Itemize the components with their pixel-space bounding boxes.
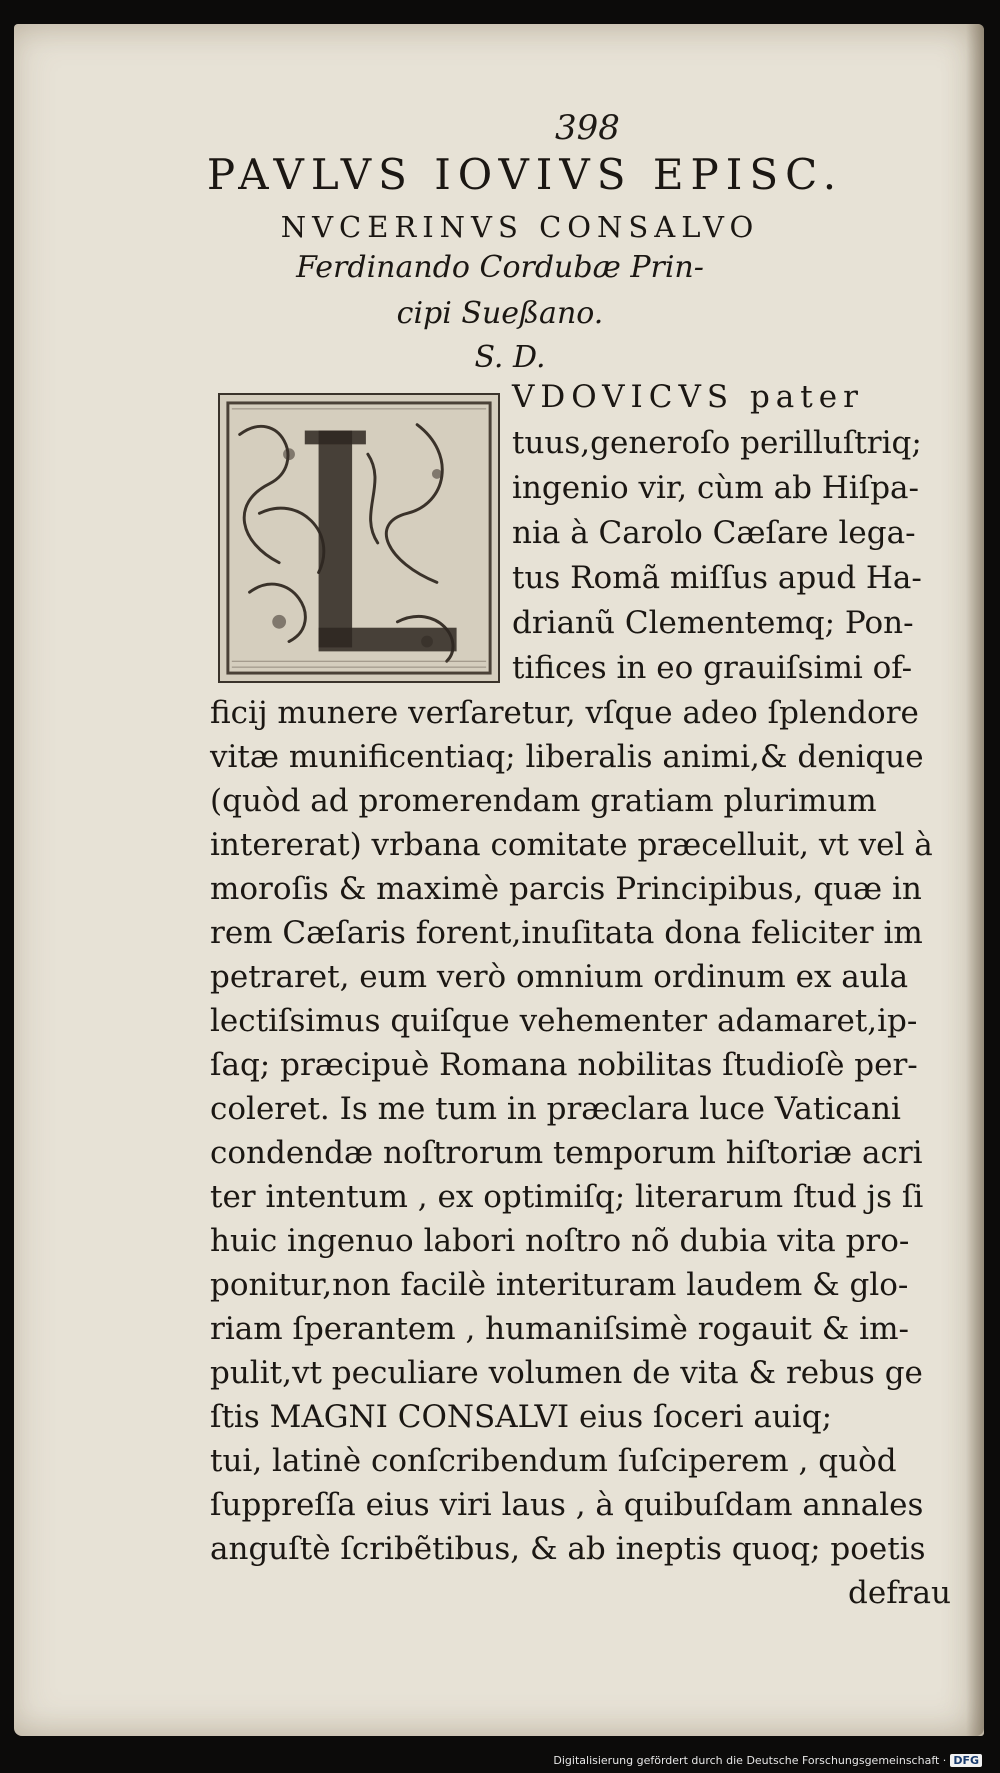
text-line: lectiſsimus quiſque vehementer adamaret,ip- xyxy=(210,1003,918,1039)
heading-line-2: NVCERINVS CONSALVO xyxy=(280,210,760,244)
text-line: tifices in eo grauiſsimi of- xyxy=(512,650,913,686)
text-line: nia à Carolo Cæſare lega- xyxy=(512,515,916,551)
text-line: (quòd ad promerendam gratiam plurimum xyxy=(210,783,877,819)
text-line: tuus,generoſo perilluſtriq; xyxy=(512,425,922,461)
text-line: pulit,vt peculiare volumen de vita & rebus ge xyxy=(210,1355,923,1391)
text-line: riam ſperantem , humaniſsimè rogauit & im- xyxy=(210,1311,909,1347)
credit-text: Digitalisierung gefördert durch die Deutsche Forschungsgemeinschaft · xyxy=(553,1754,947,1767)
text-line: intererat) vrbana comitate præcelluit, vt vel à xyxy=(210,827,933,863)
text-line: condendæ noſtrorum temporum hiſtoriæ acri xyxy=(210,1135,923,1171)
text-line: tui, latinè conſcribendum ſuſciperem , quòd xyxy=(210,1443,897,1479)
text-line: ter intentum , ex optimiſq; literarum ſtud js ſi xyxy=(210,1179,924,1215)
heading-line-3: Ferdinando Cordubæ Prin- xyxy=(296,250,704,285)
page-number: 398 xyxy=(555,108,620,148)
woodcut-ornament-image xyxy=(220,395,498,681)
text-line: VDOVICVS pater xyxy=(512,379,864,415)
text-line: petraret, eum verò omnium ordinum ex aula xyxy=(210,959,909,995)
text-line: coleret. Is me tum in præclara luce Vaticani xyxy=(210,1091,901,1127)
decorated-initial-letter xyxy=(218,393,500,683)
text-line: ſtis MAGNI CONSALVI eius ſoceri auiq; xyxy=(210,1399,833,1435)
dfg-logo: DFG xyxy=(950,1754,982,1767)
text-line: ſaq; præcipuè Romana nobilitas ſtudioſè per- xyxy=(210,1047,918,1083)
text-line: ficij munere verſaretur, vſque adeo ſplendore xyxy=(210,695,919,731)
text-line: huic ingenuo labori noſtro nõ dubia vita pro- xyxy=(210,1223,910,1259)
text-line: moroſis & maximè parcis Principibus, quæ in xyxy=(210,871,922,907)
text-line: drianũ Clementemq; Pon- xyxy=(512,605,914,641)
text-line: ingenio vir, cùm ab Hiſpa- xyxy=(512,470,919,506)
heading-line-4: cipi Sueßano. xyxy=(396,296,604,331)
text-line: anguſtè ſcribẽtibus, & ab ineptis quoq; poetis xyxy=(210,1531,926,1567)
text-line: ponitur,non facilè interituram laudem & glo- xyxy=(210,1267,909,1303)
catchword: defrau xyxy=(848,1575,951,1611)
salutation: S. D. xyxy=(474,340,546,375)
text-line: rem Cæſaris forent,inuſitata dona feliciter im xyxy=(210,915,923,951)
text-line: tus Romã miſſus apud Ha- xyxy=(512,560,922,596)
text-line: vitæ munificentiaq; liberalis animi,& denique xyxy=(210,739,924,775)
heading-line-1: PAVLVS IOVIVS EPISC. xyxy=(206,150,844,199)
text-line: ſuppreſſa eius viri laus , à quibuſdam annales xyxy=(210,1487,924,1523)
digitization-credit xyxy=(553,1754,982,1767)
